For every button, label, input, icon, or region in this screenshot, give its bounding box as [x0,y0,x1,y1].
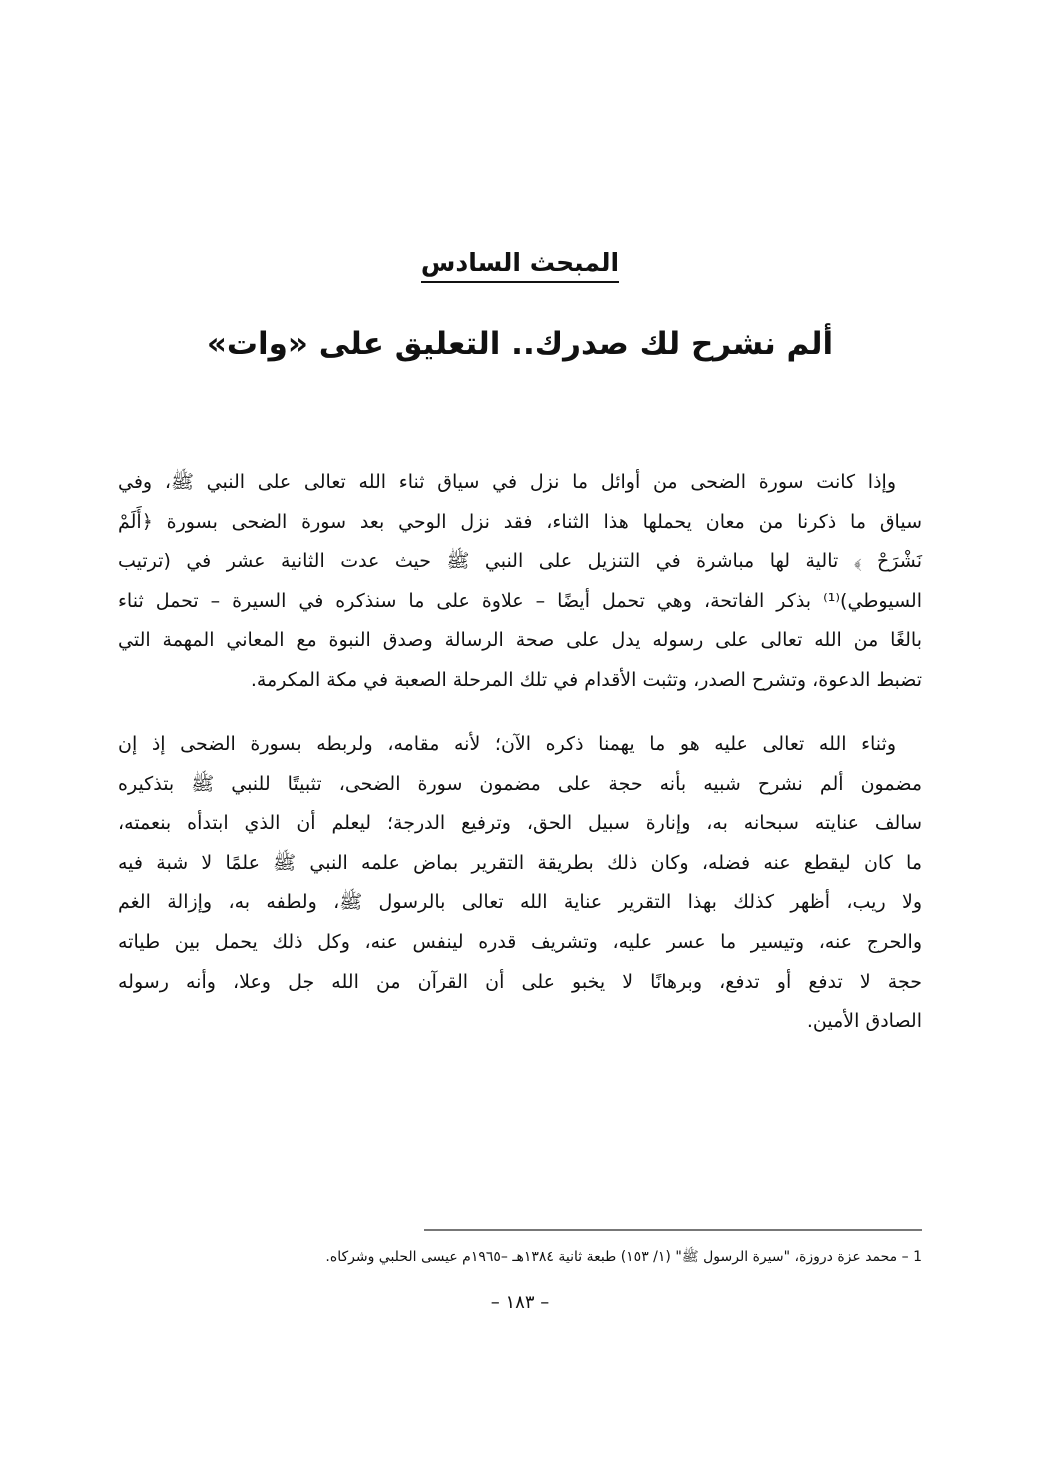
chapter-title: ألم نشرح لك صدرك.. التعليق على «وات» [206,326,834,362]
text-line: حجة لا تدفع أو تدفع، وبرهانًا لا يخبو على أن القرآن من الله جل وعلا، وأنه رسوله [118,970,922,993]
text-line: ولا ريب، أظهر كذلك بهذا التقرير عناية الله تعالى بالرسول ﷺ، ولطفه به، وإزالة الغم [118,891,922,914]
text-line: السيوطي)⁽¹⁾ بذكر الفاتحة، وهي تحمل أيضًا – علاوة على ما سنذكره في السيرة – تحمل ثناء [118,589,922,612]
text-line: مضمون ألم نشرح شبيه بأنه حجة على مضمون سورة الضحى، تثبيتًا للنبي ﷺ بتذكيره [118,772,922,795]
text-line: وإذا كانت سورة الضحى من أوائل ما نزل في سياق ثناء الله تعالى على النبي ﷺ، وفي [118,471,896,493]
section-heading [0,248,1040,277]
text-line: ما كان ليقطع عنه فضله، وكان ذلك بطريقة التقرير بماض علمه النبي ﷺ علمًا لا شبة فيه [118,851,922,874]
paragraph-1 [118,463,922,701]
paragraph-2 [118,725,922,1042]
text-line: سالف عنايته سبحانه به، وإنارة سبيل الحق، وترفيع الدرجة؛ ليعلم أن الذي ابتدأه بنعمته، [118,812,922,835]
text-line: الصادق الأمين. [806,1010,922,1033]
text-line: والحرج عنه، وتيسير ما عسر عليه، وتشريف قدره لينفس عنه، وكل ذلك يحمل بين طياته [118,930,922,953]
text-line: نَشْرَحْ ﴾ تالية لها مباشرة في التنزيل على النبي ﷺ حيث عدت الثانية عشر في (ترتيب [118,550,922,573]
footnote: 1 – محمد عزة دروزة، "سيرة الرسول ﷺ" (١/ ١٥٣) طبعة ثانية ١٣٨٤هـ –١٩٦٥م عيسى الحلبي وشركاه. [325,1249,922,1265]
text-line: سياق ما ذكرنا من معان يحملها هذا الثناء، فقد نزل الوحي بعد سورة الضحى بسورة ﴿أَلَمْ [118,510,922,533]
footnote-divider [424,1229,922,1231]
text-line: تضبط الدعوة، وتشرح الصدر، وتثبت الأقدام في تلك المرحلة الصعبة في مكة المكرمة. [250,668,922,691]
text-line: بالغًا من الله تعالى على رسوله يدل على صحة الرسالة وصدق النبوة مع المعاني المهمة التي [118,629,922,652]
section-heading-text: المبحث السادس [421,248,619,283]
page-number: – ١٨٣ – [490,1292,550,1313]
text-line: وثناء الله تعالى عليه هو ما يهمنا ذكره الآن؛ لأنه مقامه، ولربطه بسورة الضحى إذ إن [118,733,896,755]
